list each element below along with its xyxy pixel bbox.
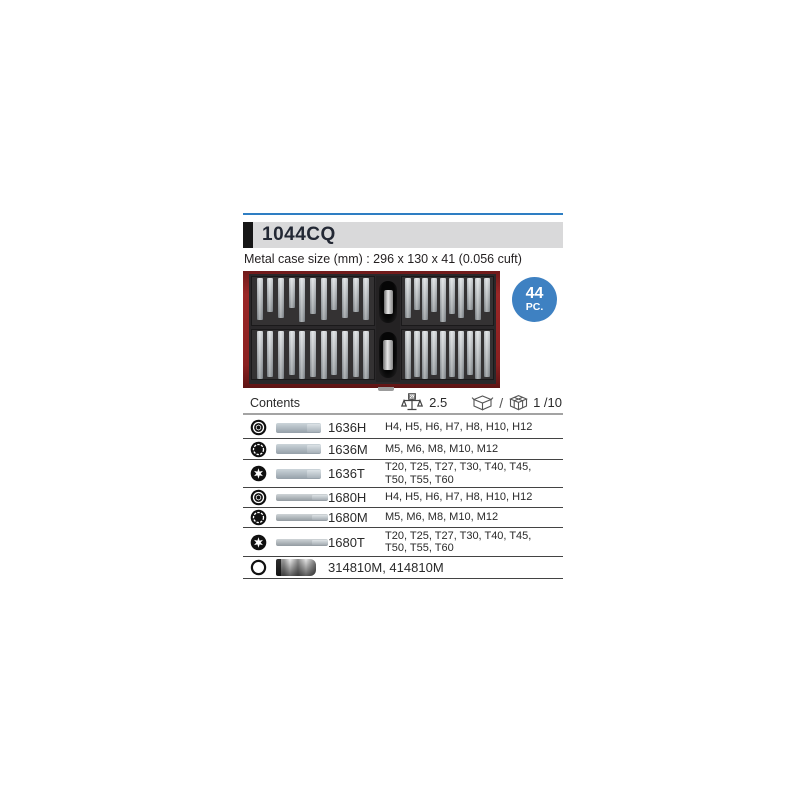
top-divider: [243, 213, 563, 215]
bit-in-case: [414, 331, 420, 377]
bit-in-case: [363, 331, 369, 379]
bit-in-case: [342, 331, 348, 379]
long-bit-photo: [276, 494, 328, 501]
contents-row: [243, 488, 563, 508]
bit-in-case: [257, 278, 263, 320]
bit-in-case: [475, 278, 481, 320]
bit-photo-cell: [276, 444, 328, 454]
long-bit-photo: [276, 514, 328, 521]
bit-in-case: [467, 278, 473, 310]
adapter-strip: [376, 276, 400, 382]
contents-row: [243, 439, 563, 460]
product-code: 1044CQ: [262, 224, 336, 245]
model-number: 1636T: [328, 466, 365, 481]
bit-in-case: [405, 331, 411, 379]
weight-scale-icon: [399, 393, 425, 413]
torx-section-icon: [243, 534, 276, 551]
bit-in-case: [440, 278, 446, 322]
bit-in-case: [278, 278, 284, 318]
bit-in-case: [267, 278, 273, 312]
catalog-page: [243, 213, 563, 583]
ring-icon: [243, 559, 276, 576]
model-number: 314810M, 414810M: [328, 560, 444, 575]
bit-in-case: [431, 331, 437, 375]
size-list: T20, T25, T27, T30, T40, T45, T50, T55, T60: [385, 461, 532, 486]
bit-in-case: [299, 278, 305, 322]
bit-in-case: [449, 278, 455, 314]
model-number: 1680T: [328, 534, 365, 550]
bit-in-case: [289, 278, 295, 308]
model-number: 1680H: [328, 490, 367, 505]
master-carton-icon: [508, 393, 529, 412]
hex-section-icon: [243, 489, 276, 506]
bit-in-case: [321, 331, 327, 379]
svg-text:Kg: Kg: [409, 393, 415, 399]
bit-in-case: [353, 278, 359, 312]
size-list: M5, M6, M8, M10, M12: [385, 511, 499, 524]
bit-in-case: [267, 331, 273, 377]
short-bits-tray-left: [251, 276, 375, 326]
contents-row: [243, 460, 563, 488]
bit-photo-cell: [276, 514, 328, 521]
bit-in-case: [422, 331, 428, 379]
torx-section-icon: [243, 465, 276, 482]
adapter-slot-bottom: [379, 332, 397, 378]
spline-section-icon: [243, 509, 276, 526]
case-right-tray: [401, 276, 494, 382]
bit-in-case: [331, 331, 337, 375]
bit-in-case: [342, 278, 348, 318]
spec-cluster: [399, 393, 563, 413]
bit-in-case: [310, 331, 316, 377]
contents-label: Contents: [250, 395, 301, 410]
bit-in-case: [289, 331, 295, 375]
bit-photo-cell: [276, 469, 328, 479]
hex-section-icon: [243, 419, 276, 436]
size-list: T20, T25, T27, T30, T40, T45, T50, T55, T60: [385, 529, 532, 554]
inner-box-icon: [471, 393, 494, 412]
adapter-slot-top: [379, 281, 397, 323]
bit-in-case: [414, 278, 420, 310]
size-list: H4, H5, H6, H7, H8, H10, H12: [385, 491, 533, 504]
bit-in-case: [484, 278, 490, 312]
spec-separator: /: [499, 394, 504, 411]
piece-count: 44: [525, 285, 544, 302]
size-list: H4, H5, H6, H7, H8, H10, H12: [385, 421, 533, 434]
bit-in-case: [475, 331, 481, 379]
short-bit-photo: [276, 469, 321, 479]
bit-in-case: [257, 331, 263, 379]
adapter-bit-photo: [276, 559, 316, 576]
bit-in-case: [449, 331, 455, 377]
short-bits-tray-right: [401, 276, 494, 326]
case-latch: [378, 387, 394, 391]
case-left-tray: [251, 276, 375, 382]
long-bits-tray-left: [251, 329, 375, 380]
bit-in-case: [440, 331, 446, 379]
bit-photo-cell: [276, 559, 328, 576]
contents-row: [243, 508, 563, 528]
bit-in-case: [458, 331, 464, 379]
bit-in-case: [331, 278, 337, 310]
bit-in-case: [422, 278, 428, 320]
bit-in-case: [278, 331, 284, 379]
model-number: 1636M: [328, 441, 368, 457]
weight-value: 2.5: [429, 395, 448, 410]
spline-section-icon: [243, 441, 276, 458]
short-bit-photo: [276, 444, 321, 454]
bit-in-case: [405, 278, 411, 318]
adapter-top: [384, 290, 393, 314]
bit-in-case: [458, 278, 464, 318]
model-number: 1680M: [328, 510, 368, 525]
case-foam: [249, 274, 496, 384]
bit-photo-cell: [276, 494, 328, 501]
long-bit-photo: [276, 539, 328, 546]
contents-header: [243, 392, 563, 415]
bit-in-case: [431, 278, 437, 312]
bit-in-case: [310, 278, 316, 314]
product-photo: [243, 271, 500, 388]
adapter-bottom: [383, 340, 393, 370]
short-bit-photo: [276, 423, 321, 433]
header-accent-bar: [243, 222, 253, 248]
product-header: [243, 222, 563, 248]
bit-in-case: [467, 331, 473, 375]
case-size-text: Metal case size (mm) : 296 x 130 x 41 (0.056 cuft): [244, 252, 522, 266]
bit-in-case: [363, 278, 369, 320]
bit-in-case: [321, 278, 327, 320]
bit-in-case: [353, 331, 359, 377]
bit-in-case: [484, 331, 490, 377]
model-number: 1636H: [328, 420, 367, 435]
bit-photo-cell: [276, 423, 328, 433]
bit-photo-cell: [276, 539, 328, 546]
contents-row: [243, 528, 563, 557]
contents-row: [243, 557, 563, 579]
piece-unit: PC.: [525, 301, 544, 313]
contents-row: [243, 417, 563, 439]
size-list: M5, M6, M8, M10, M12: [385, 442, 499, 455]
contents-table: [243, 417, 563, 579]
piece-count-badge: [512, 277, 557, 322]
packing-value: 1 /10: [533, 395, 562, 410]
long-bits-tray-right: [401, 329, 494, 380]
bit-in-case: [299, 331, 305, 379]
